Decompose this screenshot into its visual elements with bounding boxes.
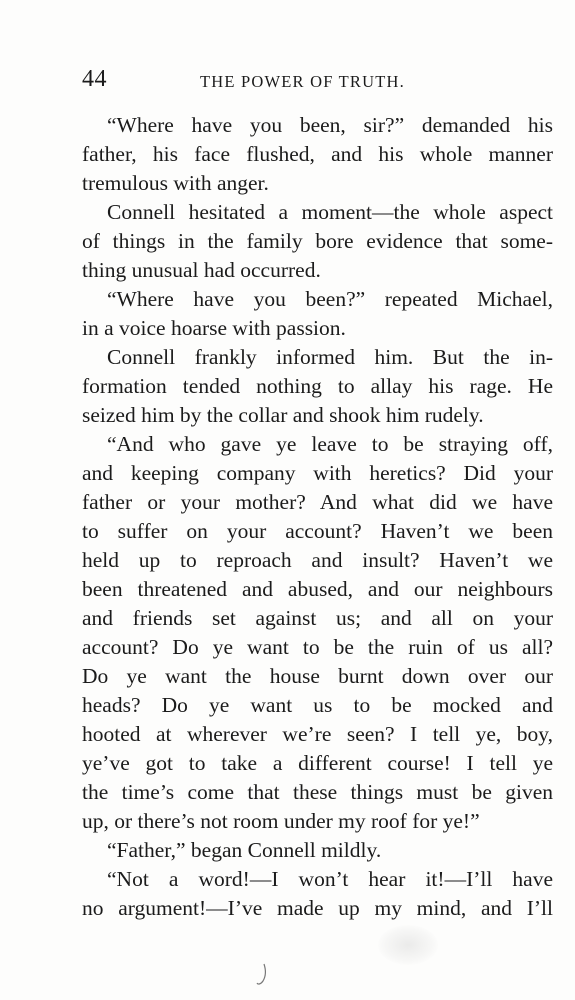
text-line: of things in the family bore evidence that some- xyxy=(82,229,553,253)
text-line: formation tended nothing to allay his rage. He xyxy=(82,374,553,398)
ink-mark xyxy=(254,962,270,990)
text-line: father or your mother? And what did we have xyxy=(82,490,553,514)
text-line: Do ye want the house burnt down over our xyxy=(82,664,553,688)
text-line: to suffer on your account? Haven’t we been xyxy=(82,519,553,543)
text-line: “Father,” began Connell mildly. xyxy=(107,838,382,862)
text-line: Connell frankly informed him. But the in- xyxy=(107,345,553,369)
text-line: no argument!—I’ve made up my mind, and I’ll xyxy=(82,896,553,920)
text-line: account? Do ye want to be the ruin of us all? xyxy=(82,635,553,659)
text-line: hooted at wherever we’re seen? I tell ye, boy, xyxy=(82,722,553,746)
text-line: “Not a word!—I won’t hear it!—I’ll have xyxy=(107,867,553,891)
text-line: father, his face flushed, and his whole manner xyxy=(82,142,553,166)
text-line: “And who gave ye leave to be straying off, xyxy=(107,432,553,456)
text-line: “Where have you been, sir?” demanded his xyxy=(107,113,553,137)
text-line: and keeping company with heretics? Did your xyxy=(82,461,553,485)
text-line: thing unusual had occurred. xyxy=(82,258,321,282)
paper-smudge xyxy=(378,925,438,965)
page-number: 44 xyxy=(82,66,107,92)
text-line: ye’ve got to take a different course! I tell ye xyxy=(82,751,553,775)
text-line: “Where have you been?” repeated Michael, xyxy=(107,287,553,311)
text-line: heads? Do ye want us to be mocked and xyxy=(82,693,553,717)
text-line: held up to reproach and insult? Haven’t we xyxy=(82,548,553,572)
text-line: in a voice hoarse with passion. xyxy=(82,316,346,340)
text-line: tremulous with anger. xyxy=(82,171,269,195)
text-line: Connell hesitated a moment—the whole aspect xyxy=(107,200,553,224)
text-line: been threatened and abused, and our neighbours xyxy=(82,577,553,601)
text-line: up, or there’s not room under my roof for ye!” xyxy=(82,809,480,833)
text-line: and friends set against us; and all on your xyxy=(82,606,553,630)
text-line: the time’s come that these things must be given xyxy=(82,780,553,804)
running-title: THE POWER OF TRUTH. xyxy=(200,72,405,91)
text-line: seized him by the collar and shook him rudely. xyxy=(82,403,484,427)
running-head xyxy=(82,66,552,96)
